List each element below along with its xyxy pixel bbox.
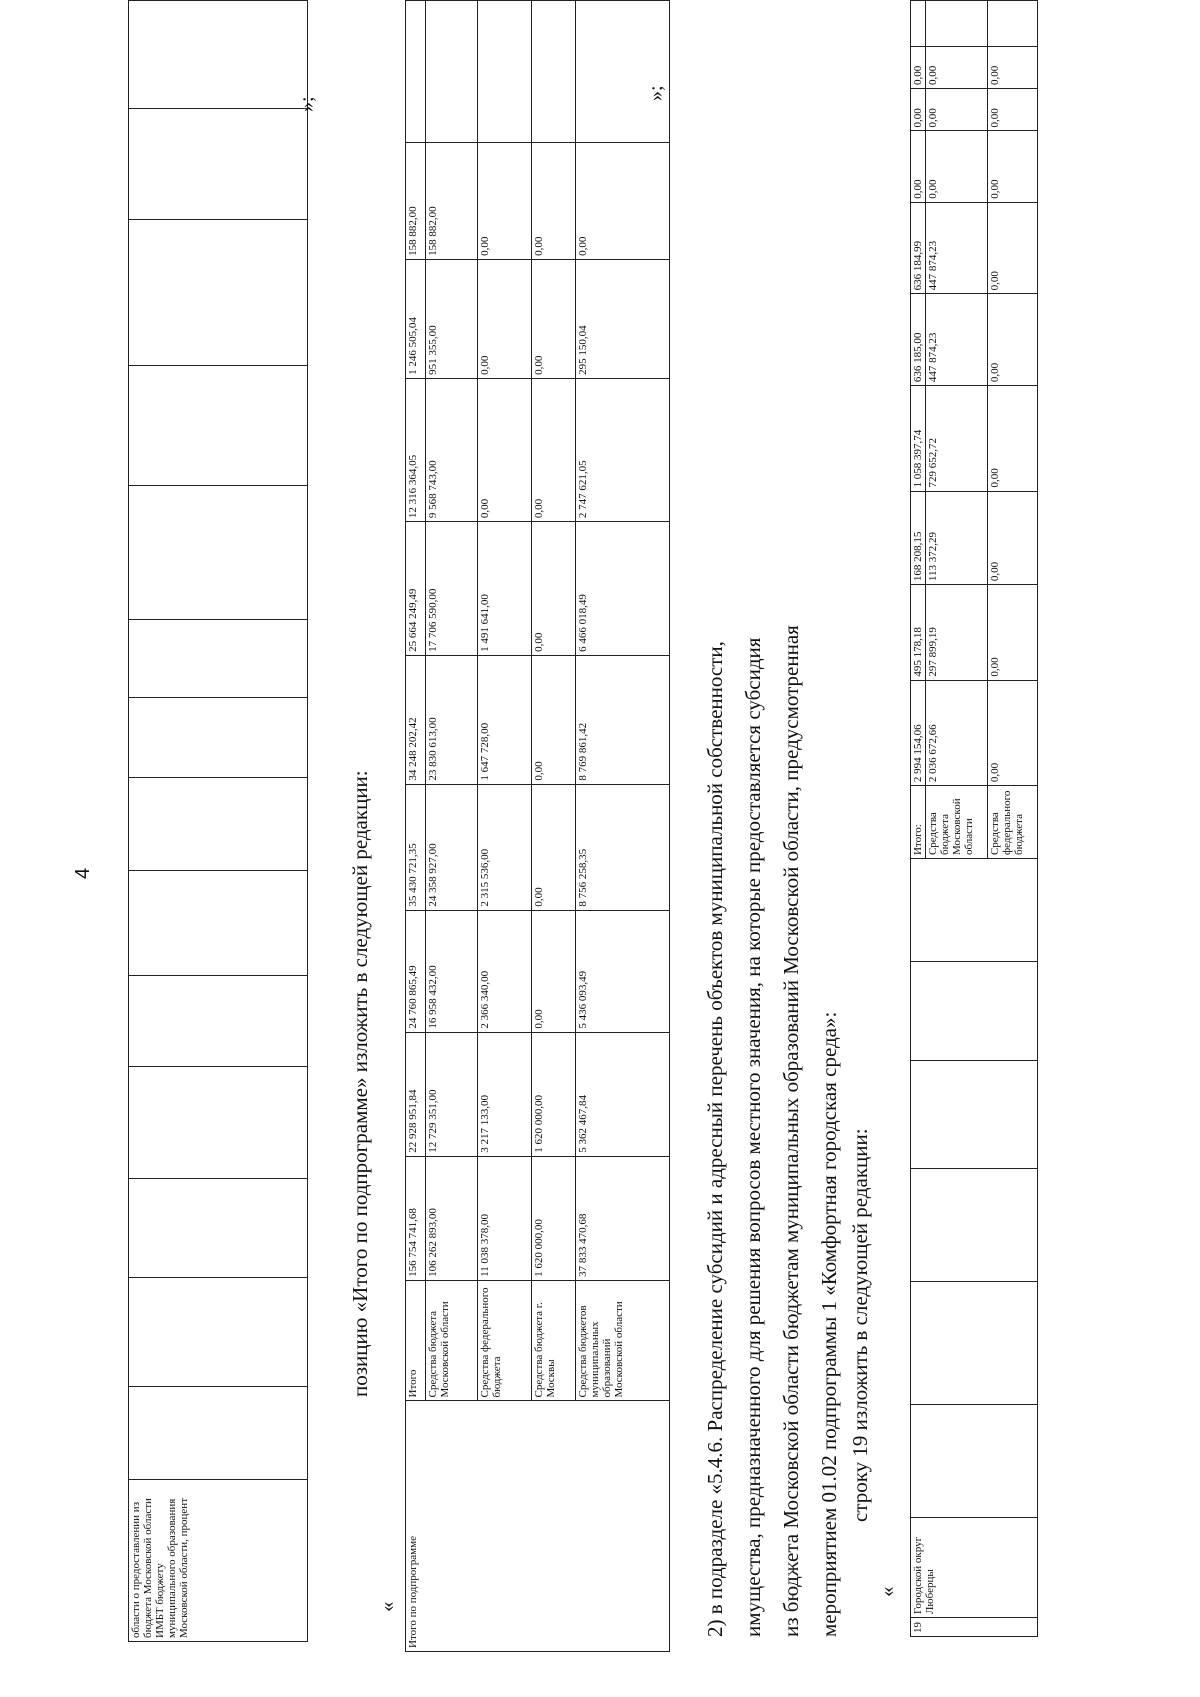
value-cell: 0,00: [988, 680, 1038, 785]
funding-source: Средства бюджета г. Москвы: [532, 1280, 576, 1401]
value-cell: 0,00: [532, 259, 576, 378]
value-cell: 447 874,23: [926, 202, 988, 294]
paragraph-line-1: 2) в подразделе «5.4.6. Распределение субсидий и адресный перечень объектов муниципальной собственности,: [703, 641, 727, 1637]
value-cell: 9 568 743,00: [426, 378, 478, 521]
value-cell: 1 620 000,00: [532, 1156, 576, 1280]
value-cell: 8 756 258,35: [576, 784, 670, 910]
empty-cell: [988, 1, 1038, 47]
empty-cell: [129, 219, 308, 365]
page-number: 4: [72, 867, 94, 879]
row19-table: [910, 0, 1038, 1637]
empty-cell: [129, 1386, 308, 1479]
value-cell: 0,00: [532, 910, 576, 1032]
row19-intro: строку 19 изложить в следующей редакции:: [848, 1128, 872, 1522]
table-row: [911, 1, 926, 1637]
top-table-fragment: [128, 0, 308, 1642]
funding-source: Средства бюджетов муниципальных образований Московской области: [576, 1280, 670, 1401]
empty-cell: [911, 1, 926, 47]
value-cell: 0,00: [911, 89, 926, 131]
value-cell: 0,00: [478, 143, 532, 260]
empty-cell: [926, 1, 988, 47]
value-cell: 0,00: [926, 46, 988, 88]
empty-cell: [911, 1169, 1038, 1282]
empty-cell: [129, 1, 308, 109]
paragraph-line-3: из бюджета Московской области бюджетам муниципальных образований Московской области, предусмотренная: [779, 625, 803, 1637]
empty-cell: [129, 486, 308, 620]
value-cell: 0,00: [911, 131, 926, 202]
value-cell: 12 729 351,00: [426, 1032, 478, 1156]
value-cell: 5 362 467,84: [576, 1032, 670, 1156]
value-cell: 5 436 093,49: [576, 910, 670, 1032]
value-cell: 951 355,00: [426, 259, 478, 378]
value-cell: 1 246 505,04: [406, 259, 426, 378]
table-row: [129, 1, 308, 1642]
value-cell: 495 178,18: [911, 585, 926, 681]
empty-cell: [532, 1, 576, 143]
value-cell: 0,00: [926, 131, 988, 202]
value-cell: 295 150,04: [576, 259, 670, 378]
value-cell: 1 647 728,00: [478, 655, 532, 784]
empty-cell: [129, 1066, 308, 1178]
value-cell: 2 366 340,00: [478, 910, 532, 1032]
empty-cell: [129, 620, 308, 697]
empty-cell: [129, 777, 308, 870]
value-cell: 2 036 672,66: [926, 680, 988, 785]
empty-cell: [911, 1282, 1038, 1405]
paragraph-line-4: мероприятием 01.02 подпрограммы 1 «Комфортная городская среда»:: [817, 1011, 841, 1637]
value-cell: 24 358 927,00: [426, 784, 478, 910]
value-cell: 17 706 590,00: [426, 522, 478, 656]
funding-source: Средства бюджета Московской области: [926, 786, 988, 859]
value-cell: 16 958 432,00: [426, 910, 478, 1032]
funding-source: Средства федерального бюджета: [478, 1280, 532, 1401]
value-cell: 2 747 621,05: [576, 378, 670, 521]
empty-cell: [129, 1178, 308, 1278]
value-cell: 158 882,00: [426, 143, 478, 260]
value-cell: 168 208,15: [911, 491, 926, 585]
value-cell: 0,00: [988, 294, 1038, 386]
value-cell: 1 620 000,00: [532, 1032, 576, 1156]
value-cell: 8 769 861,42: [576, 655, 670, 784]
value-cell: 0,00: [988, 89, 1038, 131]
value-cell: 447 874,23: [926, 294, 988, 386]
empty-cell: [129, 976, 308, 1066]
value-cell: 636 185,00: [911, 294, 926, 386]
opening-quote: «: [375, 1601, 399, 1612]
value-cell: 22 928 951,84: [406, 1032, 426, 1156]
intro-text: позицию «Итого по подпрограмме» изложить в следующей редакции:: [348, 770, 372, 1397]
value-cell: 297 899,19: [926, 585, 988, 681]
value-cell: 12 316 364,05: [406, 378, 426, 521]
value-cell: 23 830 613,00: [426, 655, 478, 784]
value-cell: 2 315 536,00: [478, 784, 532, 910]
value-cell: 35 430 721,35: [406, 784, 426, 910]
empty-cell: [129, 697, 308, 777]
municipality-name: Городской округ Люберцы: [911, 1517, 1038, 1617]
value-cell: 0,00: [988, 202, 1038, 294]
funding-source: Итого:: [911, 786, 926, 859]
value-cell: 34 248 202,42: [406, 655, 426, 784]
value-cell: 6 466 018,49: [576, 522, 670, 656]
value-cell: 0,00: [576, 143, 670, 260]
empty-cell: [129, 870, 308, 976]
funding-source: Итого: [406, 1280, 426, 1401]
value-cell: 0,00: [988, 131, 1038, 202]
value-cell: 25 664 249,49: [406, 522, 426, 656]
value-cell: 0,00: [532, 655, 576, 784]
value-cell: 158 882,00: [406, 143, 426, 260]
table-row: [406, 1, 426, 1652]
value-cell: 0,00: [478, 259, 532, 378]
value-cell: 0,00: [911, 46, 926, 88]
value-cell: 106 262 893,00: [426, 1156, 478, 1280]
top-table-label: области о предоставлении из бюджета Московской области ИМБТ бюджету муниципального образования Московской области, процент: [129, 1479, 308, 1641]
value-cell: 0,00: [926, 89, 988, 131]
empty-cell: [911, 859, 1038, 962]
empty-cell: [129, 365, 308, 485]
value-cell: 0,00: [532, 143, 576, 260]
empty-cell: [129, 1278, 308, 1386]
empty-cell: [426, 1, 478, 143]
value-cell: 0,00: [478, 378, 532, 521]
value-cell: 3 217 133,00: [478, 1032, 532, 1156]
value-cell: 729 652,72: [926, 386, 988, 491]
value-cell: 113 372,29: [926, 491, 988, 585]
value-cell: 37 833 470,68: [576, 1156, 670, 1280]
value-cell: 156 754 741,68: [406, 1156, 426, 1280]
opening-quote: «: [875, 1586, 899, 1597]
empty-cell: [129, 109, 308, 219]
empty-cell: [406, 1, 426, 143]
funding-source: Средства федерального бюджета: [988, 786, 1038, 859]
subprogram-title: Итого по подпрограмме: [406, 1401, 670, 1652]
value-cell: 11 038 378,00: [478, 1156, 532, 1280]
empty-cell: [478, 1, 532, 143]
subprogram-totals-table: [405, 0, 670, 1652]
paragraph-line-2: имущества, предназначенного для решения вопросов местного значения, на которые предоставляется субсидия: [741, 637, 765, 1637]
empty-cell: [911, 962, 1038, 1061]
value-cell: 0,00: [988, 386, 1038, 491]
closing-quote: »;: [296, 96, 318, 112]
value-cell: 24 760 865,49: [406, 910, 426, 1032]
value-cell: 2 994 154,06: [911, 680, 926, 785]
empty-cell: [576, 1, 670, 143]
funding-source: Средства бюджета Московской области: [426, 1280, 478, 1401]
row-number: 19: [911, 1618, 1038, 1637]
value-cell: 1 491 641,00: [478, 522, 532, 656]
empty-cell: [911, 1404, 1038, 1517]
empty-cell: [911, 1060, 1038, 1168]
closing-quote: »;: [645, 85, 667, 101]
value-cell: 0,00: [532, 378, 576, 521]
value-cell: 0,00: [988, 491, 1038, 585]
value-cell: 0,00: [988, 585, 1038, 681]
value-cell: 636 184,99: [911, 202, 926, 294]
value-cell: 1 058 397,74: [911, 386, 926, 491]
value-cell: 0,00: [988, 46, 1038, 88]
value-cell: 0,00: [532, 522, 576, 656]
value-cell: 0,00: [532, 784, 576, 910]
